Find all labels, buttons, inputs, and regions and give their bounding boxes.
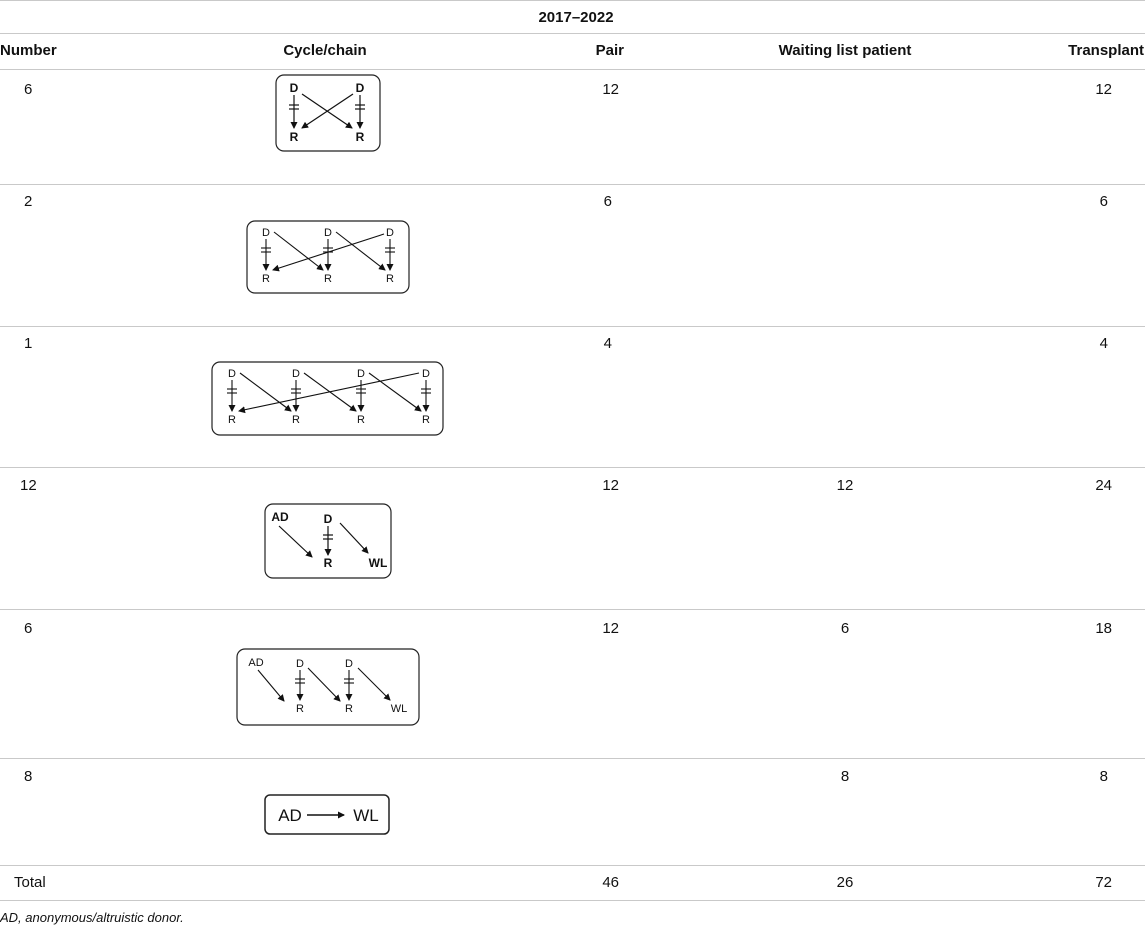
cell-number: 6 <box>24 81 33 98</box>
rule-row-6 <box>0 865 1145 866</box>
rule-row-5 <box>0 758 1145 759</box>
altruistic-chain-one-pair-diagram <box>264 503 392 579</box>
recipient-label: R <box>386 273 394 285</box>
cell-pair: 12 <box>602 477 619 494</box>
donor-label: D <box>357 368 365 380</box>
cell-transplant: 6 <box>1099 193 1108 210</box>
recipient-label: R <box>355 130 365 144</box>
donor-label: D <box>345 658 353 670</box>
cell-transplant: 8 <box>1099 768 1108 785</box>
recipient-label: R <box>324 273 332 285</box>
cell-transplant: 24 <box>1095 477 1112 494</box>
donor-label: D <box>355 81 365 95</box>
altruistic-direct-diagram <box>264 794 390 835</box>
donor-label: D <box>323 512 333 526</box>
total-waiting: 26 <box>836 874 854 891</box>
cell-pair: 12 <box>602 81 619 98</box>
cell-number: 6 <box>24 620 33 637</box>
rule-row-4 <box>0 609 1145 610</box>
donor-label: D <box>289 81 299 95</box>
donor-label: D <box>386 227 394 239</box>
column-pair: Pair <box>595 42 624 59</box>
three-way-cycle-diagram <box>246 220 410 294</box>
recipient-label: R <box>262 273 270 285</box>
column-number: Number <box>0 42 57 59</box>
recipient-label: R <box>296 703 304 715</box>
altruistic-chain-two-pairs-diagram <box>236 648 420 726</box>
column-cycle: Cycle/chain <box>283 42 367 59</box>
rule-row-2 <box>0 326 1145 327</box>
rule-row-1 <box>0 184 1145 185</box>
two-way-cycle-diagram <box>275 74 381 152</box>
footnote: AD, anonymous/altruistic donor. <box>0 910 184 925</box>
total-transplant: 72 <box>1095 874 1112 891</box>
cell-transplant: 4 <box>1099 335 1108 352</box>
rule-period <box>0 33 1145 34</box>
recipient-label: R <box>292 414 300 426</box>
donor-label: D <box>422 368 430 380</box>
wl-label: WL <box>353 806 379 825</box>
total-label: Total <box>14 874 46 891</box>
column-waiting: Waiting list patient <box>778 42 912 59</box>
rule-header <box>0 69 1145 70</box>
four-way-cycle-diagram <box>211 361 444 436</box>
ad-label: AD <box>271 510 289 524</box>
rule-row-3 <box>0 467 1145 468</box>
cell-transplant: 18 <box>1095 620 1112 637</box>
donor-label: D <box>262 227 270 239</box>
donor-label: D <box>296 658 304 670</box>
recipient-label: R <box>228 414 236 426</box>
cell-pair: 6 <box>603 193 612 210</box>
donor-label: D <box>292 368 300 380</box>
cell-number: 8 <box>24 768 33 785</box>
period-header: 2017–2022 <box>538 9 614 26</box>
cell-transplant: 12 <box>1095 81 1112 98</box>
cell-waiting: 12 <box>836 477 854 494</box>
donor-label: D <box>324 227 332 239</box>
column-transplant: Transplant <box>1068 42 1144 59</box>
recipient-label: R <box>422 414 430 426</box>
ad-label: AD <box>278 806 302 825</box>
cell-waiting: 6 <box>840 620 850 637</box>
recipient-label: R <box>345 703 353 715</box>
total-pair: 46 <box>602 874 619 891</box>
wl-label: WL <box>390 703 408 715</box>
recipient-label: R <box>323 556 333 570</box>
cell-number: 12 <box>20 477 37 494</box>
ad-label: AD <box>248 657 264 669</box>
cell-pair: 12 <box>602 620 619 637</box>
cell-number: 2 <box>24 193 33 210</box>
rule-top <box>0 0 1145 1</box>
cell-pair: 4 <box>603 335 612 352</box>
cell-waiting: 8 <box>840 768 850 785</box>
rule-total <box>0 900 1145 901</box>
donor-label: D <box>228 368 236 380</box>
wl-label: WL <box>368 556 388 570</box>
cell-number: 1 <box>24 335 33 352</box>
recipient-label: R <box>289 130 299 144</box>
recipient-label: R <box>357 414 365 426</box>
